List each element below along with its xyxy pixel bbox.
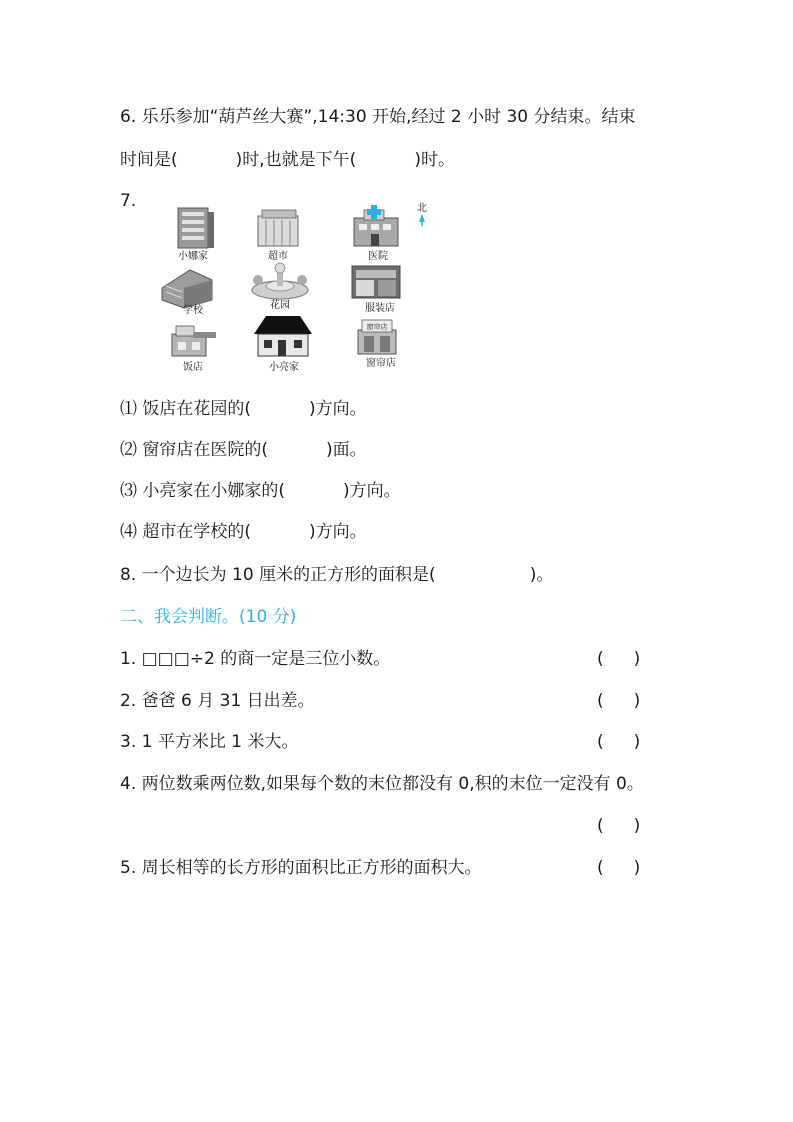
section2-title: 二、我会判断。(10 分) xyxy=(120,607,297,627)
supermarket-building-icon xyxy=(258,210,298,246)
judge-answer-5[interactable] xyxy=(597,857,640,879)
q7-sub1-text-a: ⑴ 饭店在花园的( xyxy=(120,399,252,419)
q7-sub4-text-b: )方向。 xyxy=(309,522,367,542)
paren-open: ( xyxy=(597,649,604,669)
label-clothing-store: 服装店 xyxy=(365,303,395,314)
garden-fountain-icon xyxy=(252,263,308,299)
clothing-store-icon xyxy=(352,266,400,298)
hospital-building-icon xyxy=(354,205,398,246)
q6-line2 xyxy=(120,149,455,171)
q7-sub2 xyxy=(120,439,367,461)
q7-sub3-text-b: )方向。 xyxy=(343,481,401,501)
q7-sub3-text-a: ⑶ 小亮家在小娜家的( xyxy=(120,481,286,501)
q7-number: 7. xyxy=(120,191,137,211)
restaurant-building-icon xyxy=(172,326,216,356)
xiaoliang-home-house-icon xyxy=(254,316,312,356)
q7-sub2-text-b: )面。 xyxy=(326,440,367,460)
paren-open: ( xyxy=(597,816,604,836)
q6-line2-c: )时。 xyxy=(414,150,455,170)
paren-open: ( xyxy=(597,732,604,752)
q7-sub4 xyxy=(120,521,367,543)
paren-close: ) xyxy=(633,691,641,711)
north-arrow-icon xyxy=(419,214,425,226)
paren-close: ) xyxy=(633,858,641,878)
label-garden: 花园 xyxy=(270,300,290,311)
paren-close: ) xyxy=(633,649,641,669)
judge-answer-4[interactable] xyxy=(597,815,640,837)
q8-text-b: )。 xyxy=(529,565,554,585)
north-label: 北 xyxy=(417,203,427,214)
label-supermarket: 超市 xyxy=(268,251,288,262)
judge-answer-3[interactable] xyxy=(597,731,640,753)
xiaona-home-building-icon xyxy=(178,208,214,248)
curtain-store-sign-text: 窗帘店 xyxy=(366,323,388,331)
q6-line2-a: 时间是( xyxy=(120,150,178,170)
q7-sub1-text-b: )方向。 xyxy=(309,399,367,419)
label-xiaoliang: 小亮家 xyxy=(269,362,299,373)
q7-sub4-text-a: ⑷ 超市在学校的( xyxy=(120,522,252,542)
q7-map-figure xyxy=(150,200,440,376)
label-xiaona: 小娜家 xyxy=(178,251,208,262)
label-school: 学校 xyxy=(183,305,203,316)
judge-answer-1[interactable] xyxy=(597,648,640,670)
paren-open: ( xyxy=(597,691,604,711)
q7-map-svg xyxy=(150,200,440,376)
curtain-store-icon xyxy=(358,320,396,354)
judge-item-5: 5. 周长相等的长方形的面积比正方形的面积大。 xyxy=(120,858,482,878)
label-curtain-store: 窗帘店 xyxy=(366,358,396,369)
judge-item-2: 2. 爸爸 6 月 31 日出差。 xyxy=(120,691,315,711)
paren-open: ( xyxy=(597,858,604,878)
judge-item-1: 1. □□□÷2 的商一定是三位小数。 xyxy=(120,649,391,669)
judge-answer-2[interactable] xyxy=(597,690,640,712)
label-restaurant: 饭店 xyxy=(183,362,203,373)
label-hospital: 医院 xyxy=(368,251,388,262)
paren-close: ) xyxy=(633,816,641,836)
q8 xyxy=(120,564,553,586)
q7-sub3 xyxy=(120,480,401,502)
paren-close: ) xyxy=(633,732,641,752)
q6-line2-b: )时,也就是下午( xyxy=(235,150,357,170)
judge-item-3: 3. 1 平方米比 1 米大。 xyxy=(120,732,299,752)
q7-sub2-text-a: ⑵ 窗帘店在医院的( xyxy=(120,440,269,460)
q7-sub1 xyxy=(120,398,367,420)
school-building-icon xyxy=(162,270,212,308)
judge-item-4: 4. 两位数乘两位数,如果每个数的末位都没有 0,积的末位一定没有 0。 xyxy=(120,774,644,794)
q8-text-a: 8. 一个边长为 10 厘米的正方形的面积是( xyxy=(120,565,436,585)
q6-line1: 6. 乐乐参加“葫芦丝大赛”,14:30 开始,经过 2 小时 30 分结束。结束 xyxy=(120,107,636,127)
